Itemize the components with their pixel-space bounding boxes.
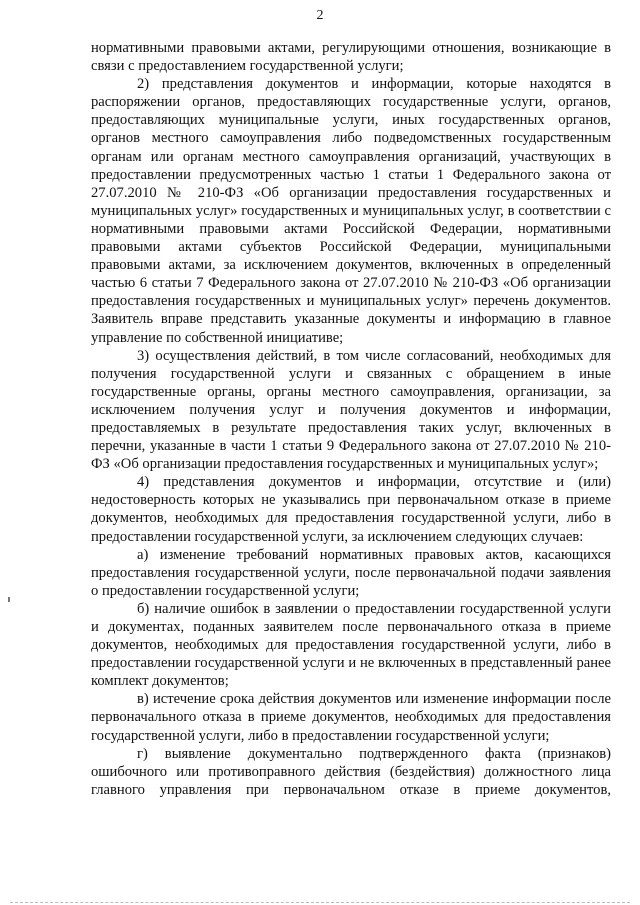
document-body — [91, 39, 611, 799]
paragraph-item-4a: а) изменение требований нормативных правовых актов, касающихся предоставления государственной услуги, после первоначальной подачи заявления о предоставлении государственной услуги; — [91, 546, 611, 599]
paragraph-item-4: 4) представления документов и информации, отсутствие и (или) недостоверность которых не указывались при первоначальном отказе в приеме документов, необходимых для предоставления государственной услуги, либо в предоставлении государственной услуги, за исключением следующих случаев: — [91, 474, 611, 545]
paragraph-item-4b: б) наличие ошибок в заявлении о предоставлении государственной услуги и документах, поданных заявителем после первоначального отказа в приеме документов, необходимых для предоставления государственной услуги, либо в предоставлении государственной услуги и не включенных в представленный ранее комплект документов; — [91, 600, 611, 690]
paragraph-item-4v: в) истечение срока действия документов или изменение информации после первоначального отказа в приеме документов, необходимых для предоставления государственной услуги, либо в предоставлении государственной услуги; — [91, 691, 611, 744]
page-number: 2 — [316, 8, 324, 23]
paragraph-item-3: 3) осуществления действий, в том числе согласований, необходимых для получения государственной услуги и связанных с обращением в иные государственные органы, органы местного самоуправления, организации, за исключением получения услуг и получения документов и информации, предоставляемых в результате предоставления таких услуг, включенных в перечни, указанные в части 1 статьи 9 Федерального закона от 27.07.2010 № 210-ФЗ «Об организации предоставления государственных и муниципальных услуг»; — [91, 347, 611, 473]
paragraph-item-2: 2) представления документов и информации, которые находятся в распоряжении органов, предоставляющих государственные услуги, органов, предоставляющих муниципальные услуги, иных государственных органов, органов местного самоуправления либо подведомственных государственным органам или органам местного самоуправления организаций, участвующих в предоставлении предусмотренных частью 1 статьи 1 Федерального закона от 27.07.2010 № 210-ФЗ «Об организации предоставления государственных и муниципальных услуг» государственных и муниципальных услуг, в соответствии с нормативными правовыми актами Российской Федерации, нормативными правовыми актами субъектов Российской Федерации, муниципальными правовыми актами, за исключением документов, включенных в определенный частью 6 статьи 7 Федерального закона от 27.07.2010 № 210-ФЗ «Об организации предоставления государственных и муниципальных услуг» перечень документов. Заявитель вправе представить указанные документы и информацию в главное управление по собственной инициативе; — [91, 76, 611, 346]
scan-speck — [8, 597, 10, 602]
paragraph-continuation: нормативными правовыми актами, регулирующими отношения, возникающие в связи с предоставлением государственной услуги; — [91, 40, 611, 75]
scan-bottom-edge — [10, 902, 630, 903]
paragraph-item-4g: г) выявление документально подтвержденного факта (признаков) ошибочного или противоправного действия (бездействия) должностного лица главного управления при первоначальном отказе в приеме документов, — [91, 745, 611, 798]
